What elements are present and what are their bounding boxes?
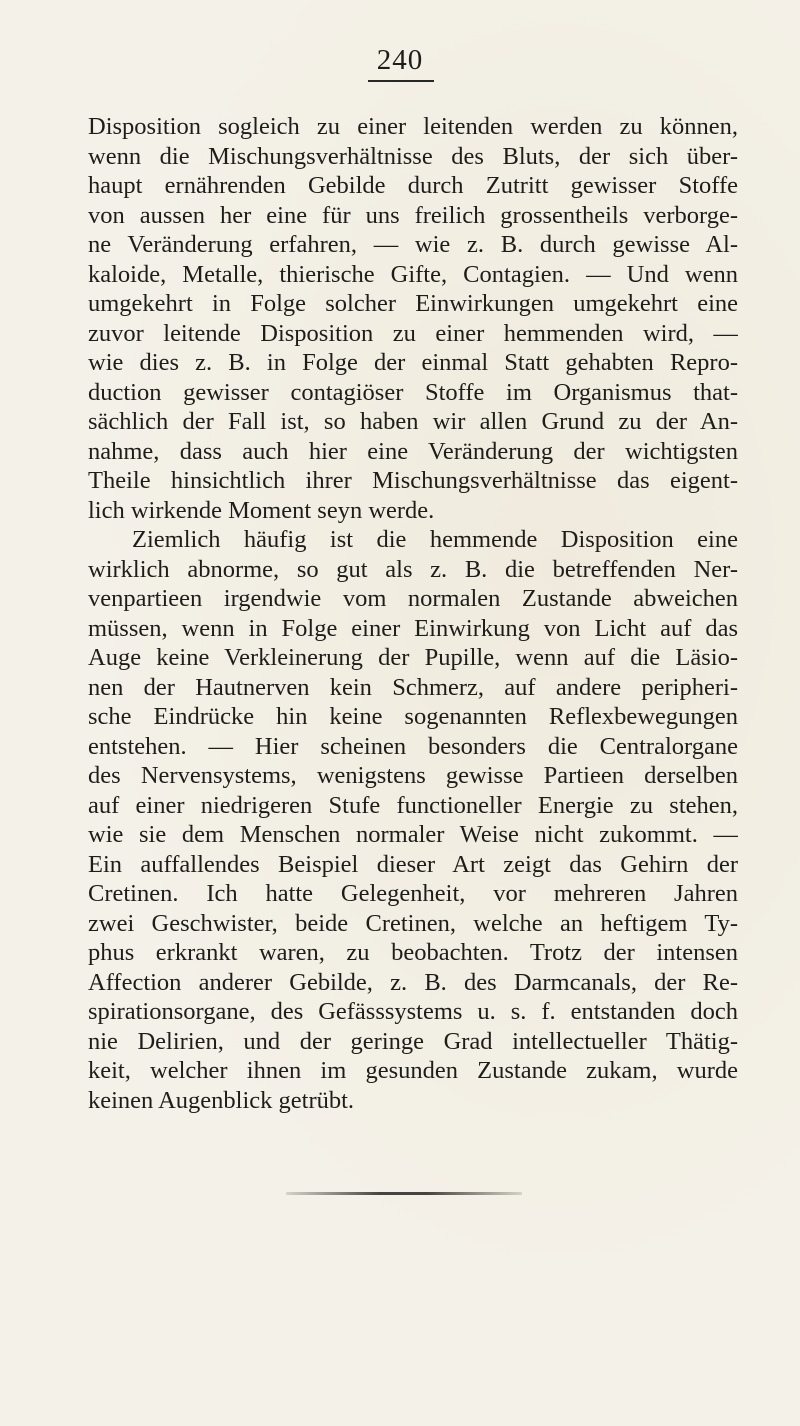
text-line: wie sie dem Menschen normaler Weise nicht zukommt. — xyxy=(88,821,738,848)
text-line: Disposition sogleich zu einer leitenden werden zu können, xyxy=(88,113,738,140)
text-line: Ein auffallendes Beispiel dieser Art zeigt das Gehirn der xyxy=(88,850,738,878)
text-line: nen der Hautnerven kein Schmerz, auf andere peripheri- xyxy=(88,673,738,701)
text-line: nahme, dass auch hier eine Veränderung der wichtigsten xyxy=(88,437,738,465)
text-line: müssen, wenn in Folge einer Einwirkung von Licht auf das xyxy=(88,614,738,642)
text-line: umgekehrt in Folge solcher Einwirkungen umgekehrt eine xyxy=(88,290,738,317)
text-line: kaloide, Metalle, thierische Gifte, Contagien. — Und wenn xyxy=(88,260,738,288)
text-line: wirklich abnorme, so gut als z. B. die betreffenden Ner- xyxy=(88,555,738,583)
text-line: zuvor leitende Disposition zu einer hemmenden wird, — xyxy=(88,319,738,347)
text-line: wenn die Mischungsverhältnisse des Bluts, der sich über- xyxy=(88,142,738,170)
page-number-underline xyxy=(368,80,434,82)
text-line: duction gewisser contagiöser Stoffe im Organismus that- xyxy=(88,378,738,406)
text-line: auf einer niedrigeren Stufe functioneller Energie zu stehen, xyxy=(88,791,738,819)
text-line: venpartieen irgendwie vom normalen Zustande abweichen xyxy=(88,585,738,612)
text-line: keit, welcher ihnen im gesunden Zustande zukam, wurde xyxy=(88,1057,738,1084)
text-line: sche Eindrücke hin keine sogenannten Reflexbewegungen xyxy=(88,703,738,730)
text-line: haupt ernährenden Gebilde durch Zutritt gewisser Stoffe xyxy=(88,172,738,199)
text-line: nie Delirien, und der geringe Grad intellectueller Thätig- xyxy=(88,1027,738,1055)
text-line: des Nervensystems, wenigstens gewisse Partieen derselben xyxy=(88,762,738,789)
text-line: Theile hinsichtlich ihrer Mischungsverhältnisse das eigent- xyxy=(88,467,738,494)
text-line: entstehen. — Hier scheinen besonders die Centralorgane xyxy=(88,732,738,760)
text-line: spirationsorgane, des Gefässsystems u. s. f. entstanden doch xyxy=(88,998,738,1025)
paragraph-end-line: keinen Augenblick getrübt. xyxy=(88,1086,355,1114)
end-of-section-rule xyxy=(286,1192,522,1195)
text-line: zwei Geschwister, beide Cretinen, welche an heftigem Ty- xyxy=(88,909,738,937)
paragraph-start-line: Ziemlich häufig ist die hemmende Disposition eine xyxy=(132,526,738,553)
text-line: sächlich der Fall ist, so haben wir allen Grund zu der An- xyxy=(88,408,738,435)
page-number: 240 xyxy=(376,44,424,76)
text-line: ne Veränderung erfahren, — wie z. B. durch gewisse Al- xyxy=(88,231,738,258)
paragraph-end-line: lich wirkende Moment seyn werde. xyxy=(88,496,435,524)
text-line: von aussen her eine für uns freilich grossentheils verborge- xyxy=(88,201,738,229)
body-text xyxy=(88,112,738,1115)
text-line: Auge keine Verkleinerung der Pupille, wenn auf die Läsio- xyxy=(88,644,738,671)
text-line: Cretinen. Ich hatte Gelegenheit, vor mehreren Jahren xyxy=(88,880,738,907)
text-line: Affection anderer Gebilde, z. B. des Darmcanals, der Re- xyxy=(88,968,738,996)
text-line: phus erkrankt waren, zu beobachten. Trotz der intensen xyxy=(88,939,738,966)
text-line: wie dies z. B. in Folge der einmal Statt gehabten Repro- xyxy=(88,349,738,376)
